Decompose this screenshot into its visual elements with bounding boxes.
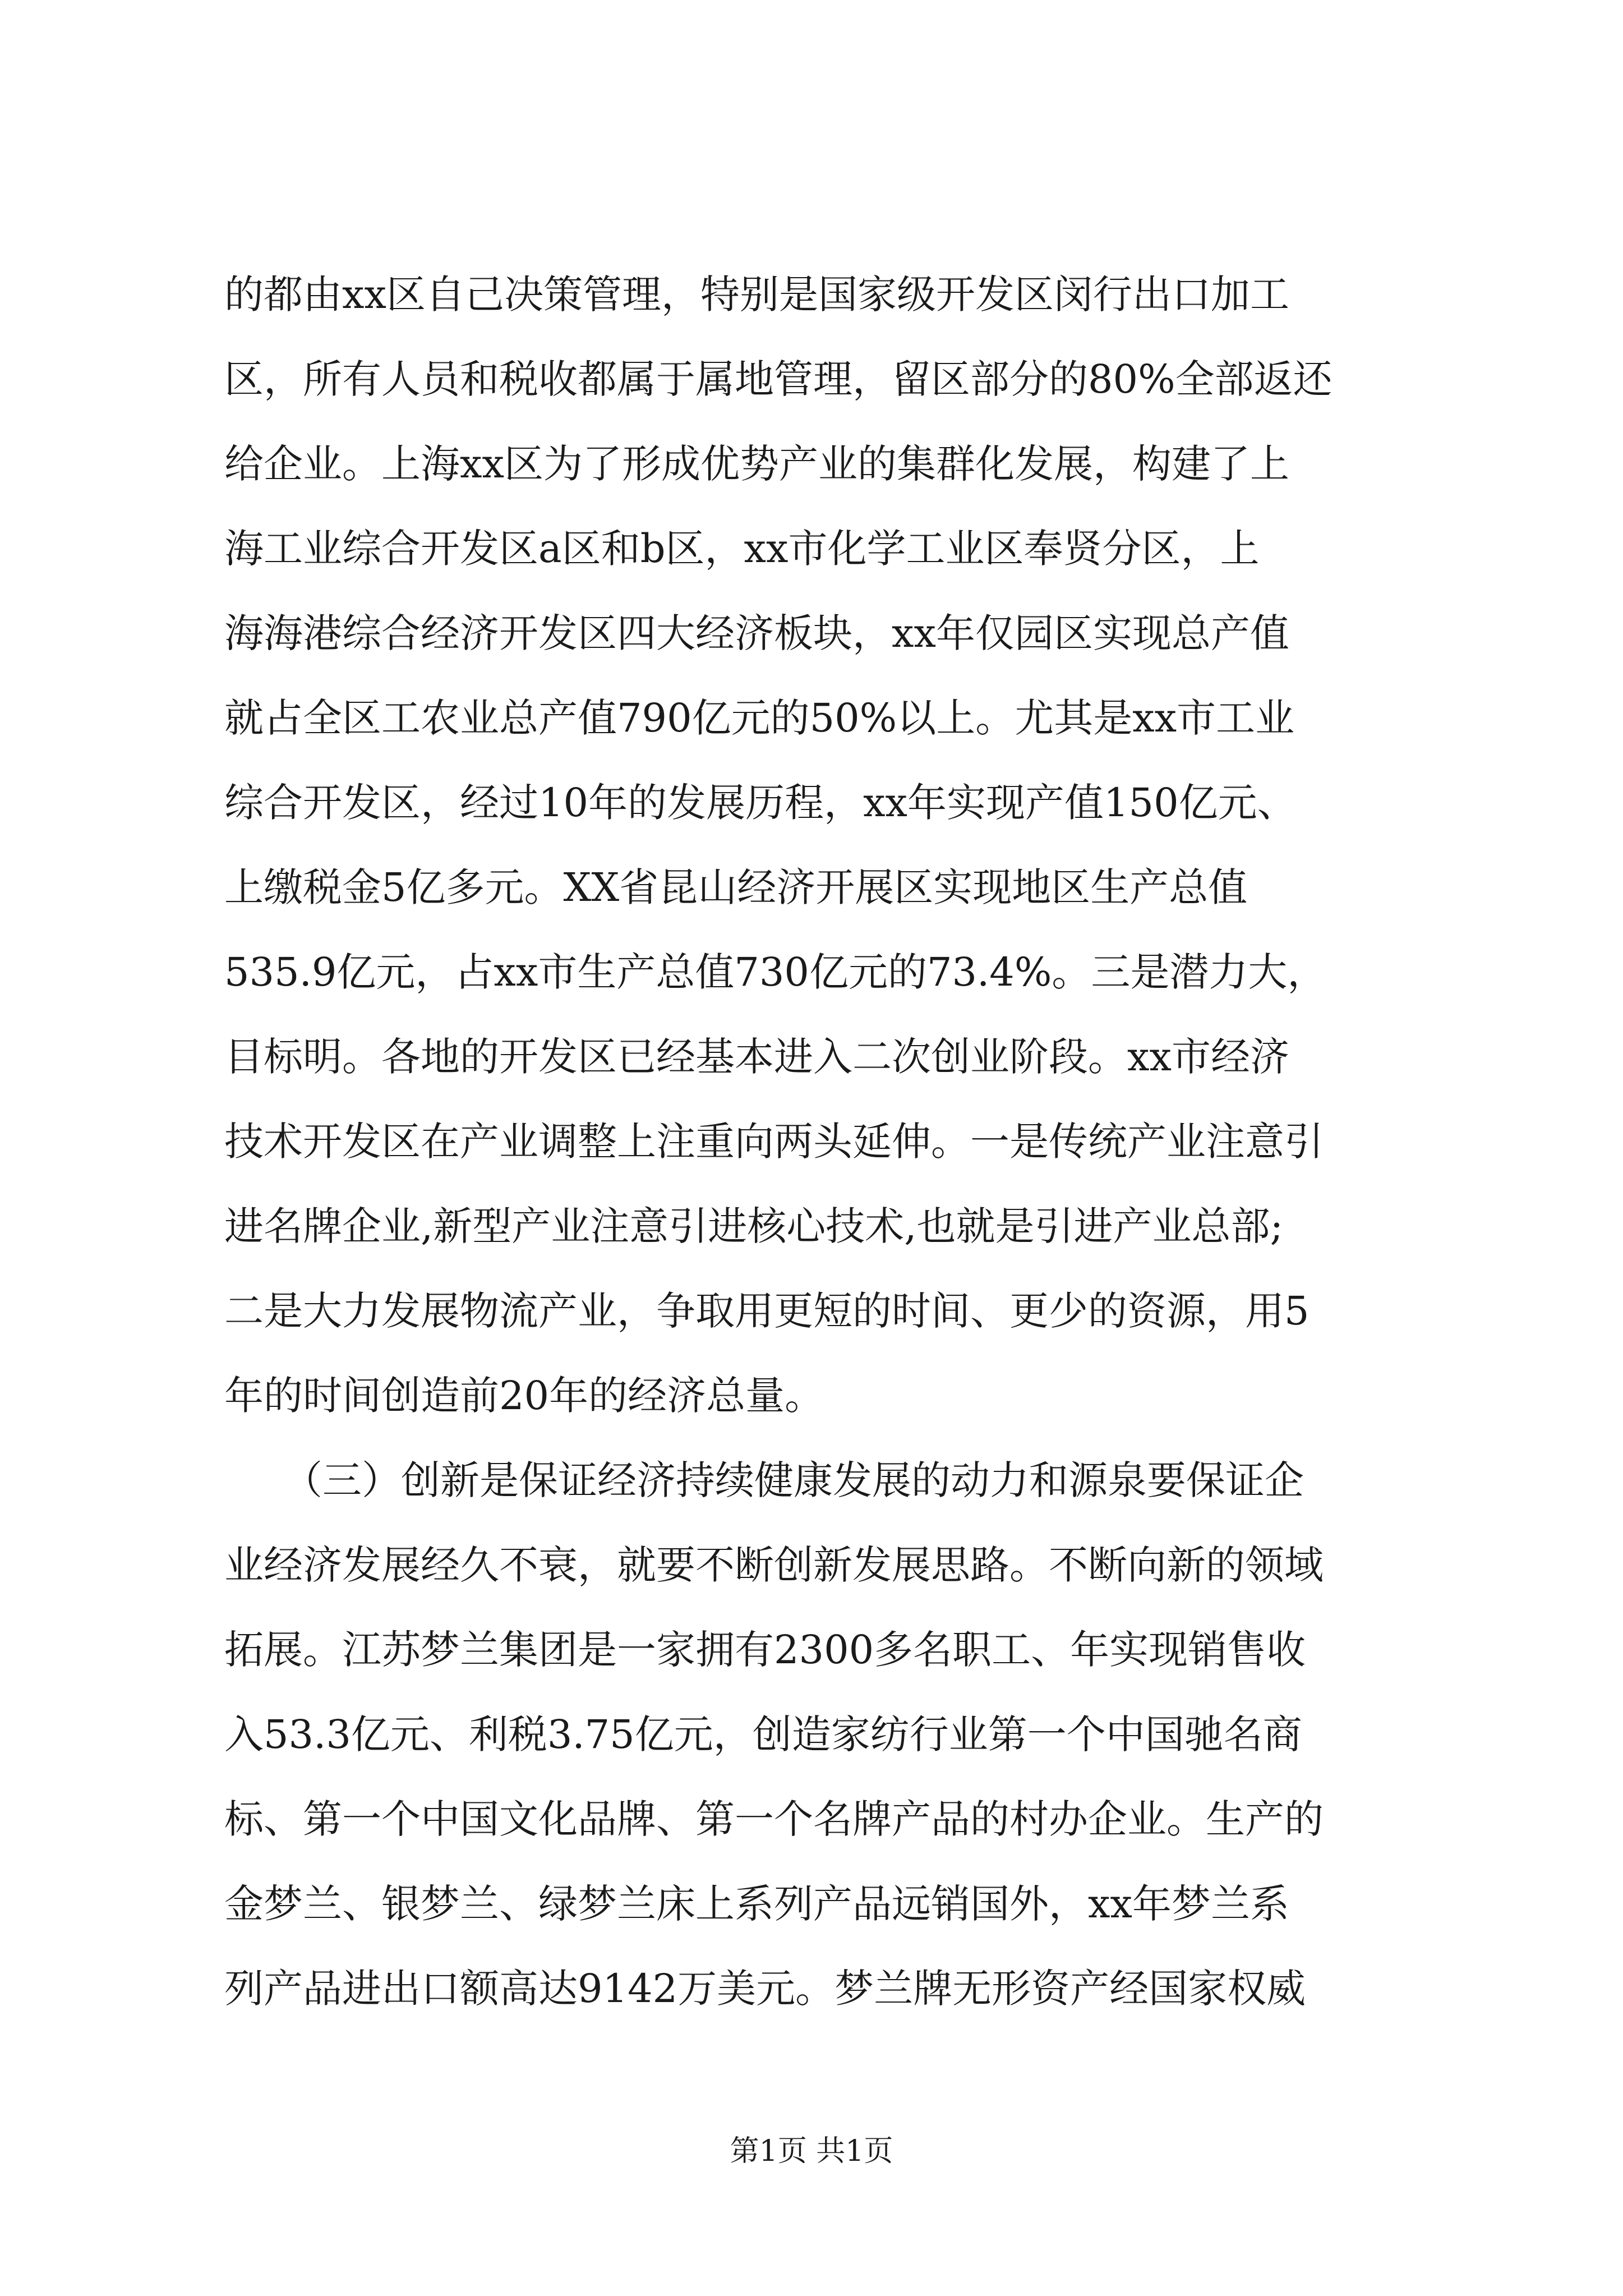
page-footer: 第1页 共1页 — [730, 2134, 893, 2168]
text-line: 给企业。上海xx区为了形成优势产业的集群化发展，构建了上 — [224, 441, 1289, 487]
text-line: 区，所有人员和税收都属于属地管理，留区部分的80%全部返还 — [224, 356, 1332, 402]
text-line: 年的时间创造前20年的经济总量。 — [224, 1373, 824, 1419]
body-text — [224, 252, 1402, 2031]
text-line: 535.9亿元，占xx市生产总值730亿元的73.4%。三是潜力大， — [224, 949, 1327, 995]
text-line: 就占全区工农业总产值790亿元的50%以上。尤其是xx市工业 — [224, 695, 1295, 741]
text-line: 技术开发区在产业调整上注重向两头延伸。一是传统产业注意引 — [224, 1119, 1324, 1165]
text-line: 列产品进出口额高达9142万美元。梦兰牌无形资产经国家权威 — [224, 1966, 1306, 2012]
text-line: 上缴税金5亿多元。XX省昆山经济开展区实现地区生产总值 — [224, 864, 1248, 910]
section-heading-line: （三）创新是保证经济持续健康发展的动力和源泉要保证企 — [224, 1457, 1304, 1503]
text-line: 海工业综合开发区a区和b区，xx市化学工业区奉贤分区，上 — [224, 526, 1260, 572]
text-line: 综合开发区，经过10年的发展历程，xx年实现产值150亿元、 — [224, 780, 1297, 826]
text-line: 入53.3亿元、利税3.75亿元，创造家纺行业第一个中国驰名商 — [224, 1711, 1302, 1757]
text-line: 标、第一个中国文化品牌、第一个名牌产品的村办企业。生产的 — [224, 1796, 1324, 1842]
text-line: 目标明。各地的开发区已经基本进入二次创业阶段。xx市经济 — [224, 1034, 1289, 1080]
text-line: 拓展。江苏梦兰集团是一家拥有2300多名职工、年实现销售收 — [224, 1627, 1306, 1673]
text-line: 金梦兰、银梦兰、绿梦兰床上系列产品远销国外，xx年梦兰系 — [224, 1881, 1289, 1927]
text-line: 海海港综合经济开发区四大经济板块，xx年仅园区实现总产值 — [224, 610, 1289, 656]
text-line: 进名牌企业,新型产业注意引进核心技术,也就是引进产业总部; — [224, 1203, 1284, 1249]
text-line: 二是大力发展物流产业，争取用更短的时间、更少的资源，用5 — [224, 1288, 1310, 1334]
text-line: 的都由xx区自己决策管理，特别是国家级开发区闵行出口加工 — [224, 272, 1289, 318]
text-line: 业经济发展经久不衰，就要不断创新发展思路。不断向新的领域 — [224, 1542, 1324, 1588]
